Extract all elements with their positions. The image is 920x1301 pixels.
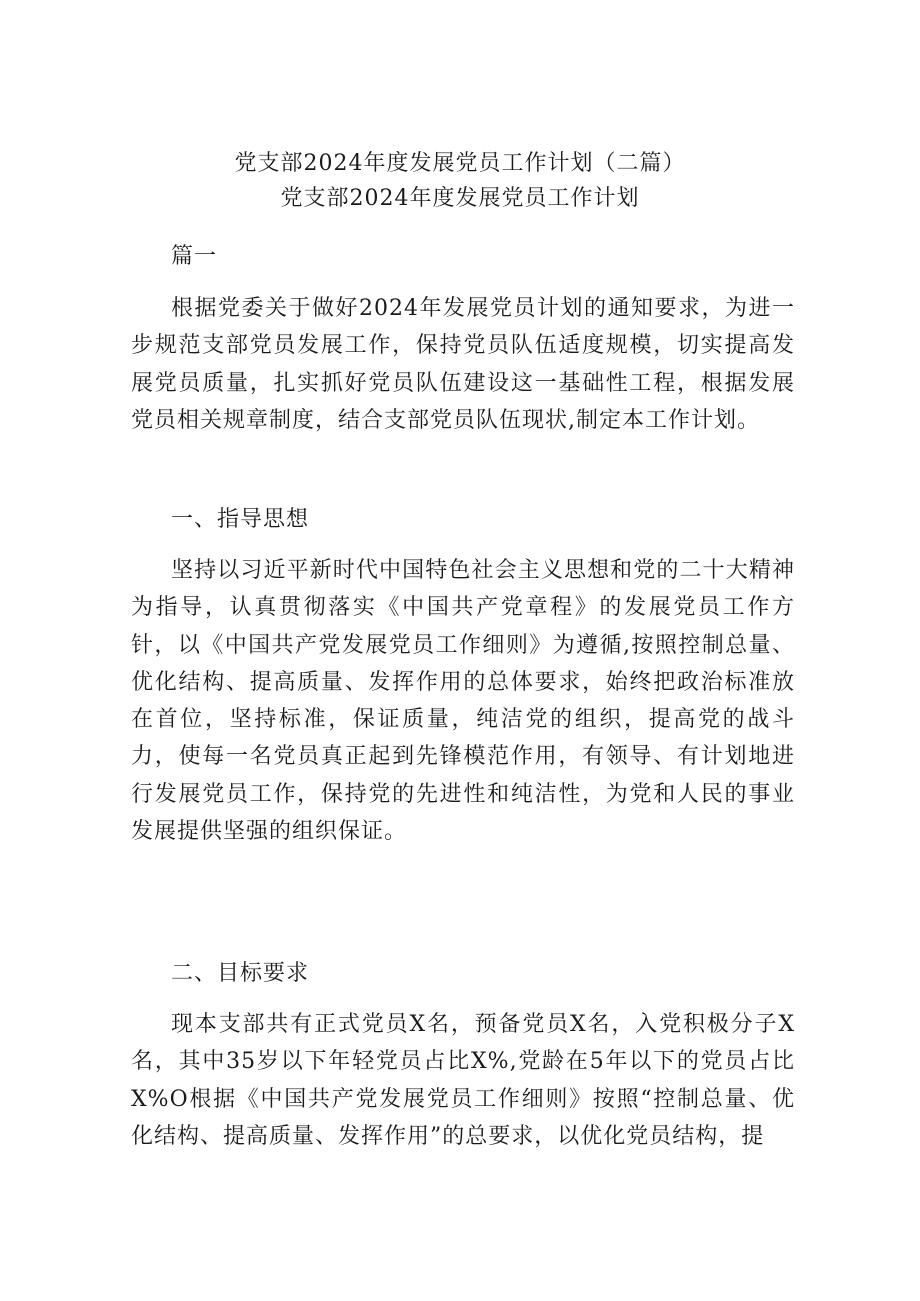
document-title: 党支部2024年度发展党员工作计划（二篇） [234, 151, 686, 176]
section-heading-goals: 二、目标要求 [171, 961, 310, 986]
document-subtitle: 党支部2024年度发展党员工作计划 [280, 186, 640, 211]
intro-paragraph-text: 根据党委关于做好2024年发展党员计划的通知要求，为进一步规范支部党员发展工作，保持党员队伍适度规模，切实提高发展党员质量，扎实抓好党员队伍建设这一基础性工程，根据发展党员相关规章制度，结合支部党员队伍现状,制定本工作计划。 [131, 296, 795, 433]
section2-paragraph-text: 现本支部共有正式党员X名，预备党员X名，入党积极分子X名，其中35岁以下年轻党员占比X%,党龄在5年以下的党员占比X%O根据《中国共产党发展党员工作细则》按照“控制总量、优化结构、提高质量、发挥作用”的总要求，以优化党员结构，提 [131, 1012, 795, 1149]
intro-paragraph [131, 290, 795, 439]
section1-paragraph-text: 坚持以习近平新时代中国特色社会主义思想和党的二十大精神为指导，认真贯彻落实《中国共产党章程》的发展党员工作方针，以《中国共产党发展党员工作细则》为遵循,按照控制总量、优化结构、提高质量、发挥作用的总体要求，始终把政治标准放在首位，坚持标准，保证质量，纯洁党的组织，提高党的战斗力，使每一名党员真正起到先锋模范作用，有领导、有计划地进行发展党员工作，保持党的先进性和纯洁性，为党和人民的事业发展提供坚强的组织保证。 [131, 558, 795, 845]
part-label: 篇一 [171, 244, 218, 269]
section-paragraph-goals [131, 1006, 795, 1155]
section-paragraph-guiding-ideology [131, 552, 795, 850]
section-heading-guiding-ideology: 一、指导思想 [171, 507, 310, 532]
